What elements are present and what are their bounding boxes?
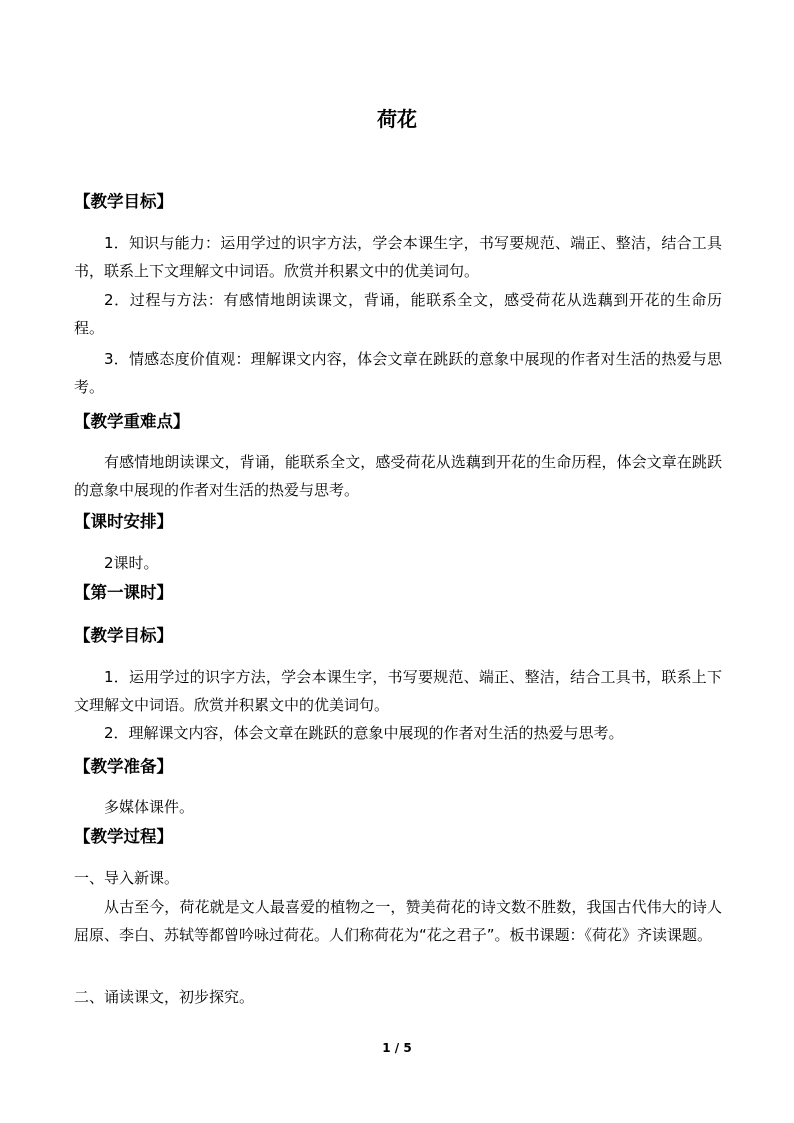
- lesson-goals-heading: 【教学目标】: [74, 626, 173, 645]
- goal-process-method: 2．过程与方法：有感情地朗读课文，背诵，能联系全文，感受荷花从选藕到开花的生命历程。: [74, 291, 722, 337]
- key-difficulties-heading: 【教学重难点】: [74, 412, 190, 431]
- schedule-text: 2课时。: [104, 554, 159, 572]
- step-2-heading: 二、诵读课文，初步探究。: [74, 988, 255, 1006]
- preparation-heading: 【教学准备】: [74, 757, 173, 776]
- lesson-goal-1: 1．运用学过的识字方法，学会本课生字，书写要规范、端正、整洁，结合工具书，联系上下文理解文中词语。欣赏并积累文中的优美词句。: [74, 668, 722, 714]
- page-number: 1 / 5: [382, 1041, 412, 1055]
- page-title: 荷花: [377, 107, 417, 131]
- step-1-heading: 一、导入新课。: [74, 869, 180, 887]
- goal-knowledge-ability: 1．知识与能力：运用学过的识字方法，学会本课生字，书写要规范、端正、整洁，结合工具书，联系上下文理解文中词语。欣赏并积累文中的优美词句。: [74, 234, 722, 280]
- first-lesson-heading: 【第一课时】: [74, 583, 173, 602]
- preparation-text: 多媒体课件。: [104, 798, 195, 816]
- teaching-goals-heading: 【教学目标】: [74, 192, 173, 211]
- step-1-text: 从古至今，荷花就是文人最喜爱的植物之一，赞美荷花的诗文数不胜数，我国古代伟大的诗人屈原、李白、苏轼等都曾吟咏过荷花。人们称荷花为“花之君子”。板书课题：《荷花》齐读课题。: [74, 898, 722, 944]
- lesson-goal-2: 2．理解课文内容，体会文章在跳跃的意象中展现的作者对生活的热爱与思考。: [104, 724, 624, 742]
- key-difficulties-text: 有感情地朗读课文，背诵，能联系全文，感受荷花从选藕到开花的生命历程，体会文章在跳跃的意象中展现的作者对生活的热爱与思考。: [74, 453, 722, 499]
- process-heading: 【教学过程】: [74, 827, 173, 846]
- goal-emotion-values: 3．情感态度价值观：理解课文内容，体会文章在跳跃的意象中展现的作者对生活的热爱与思考。: [74, 350, 722, 396]
- schedule-heading: 【课时安排】: [74, 512, 173, 531]
